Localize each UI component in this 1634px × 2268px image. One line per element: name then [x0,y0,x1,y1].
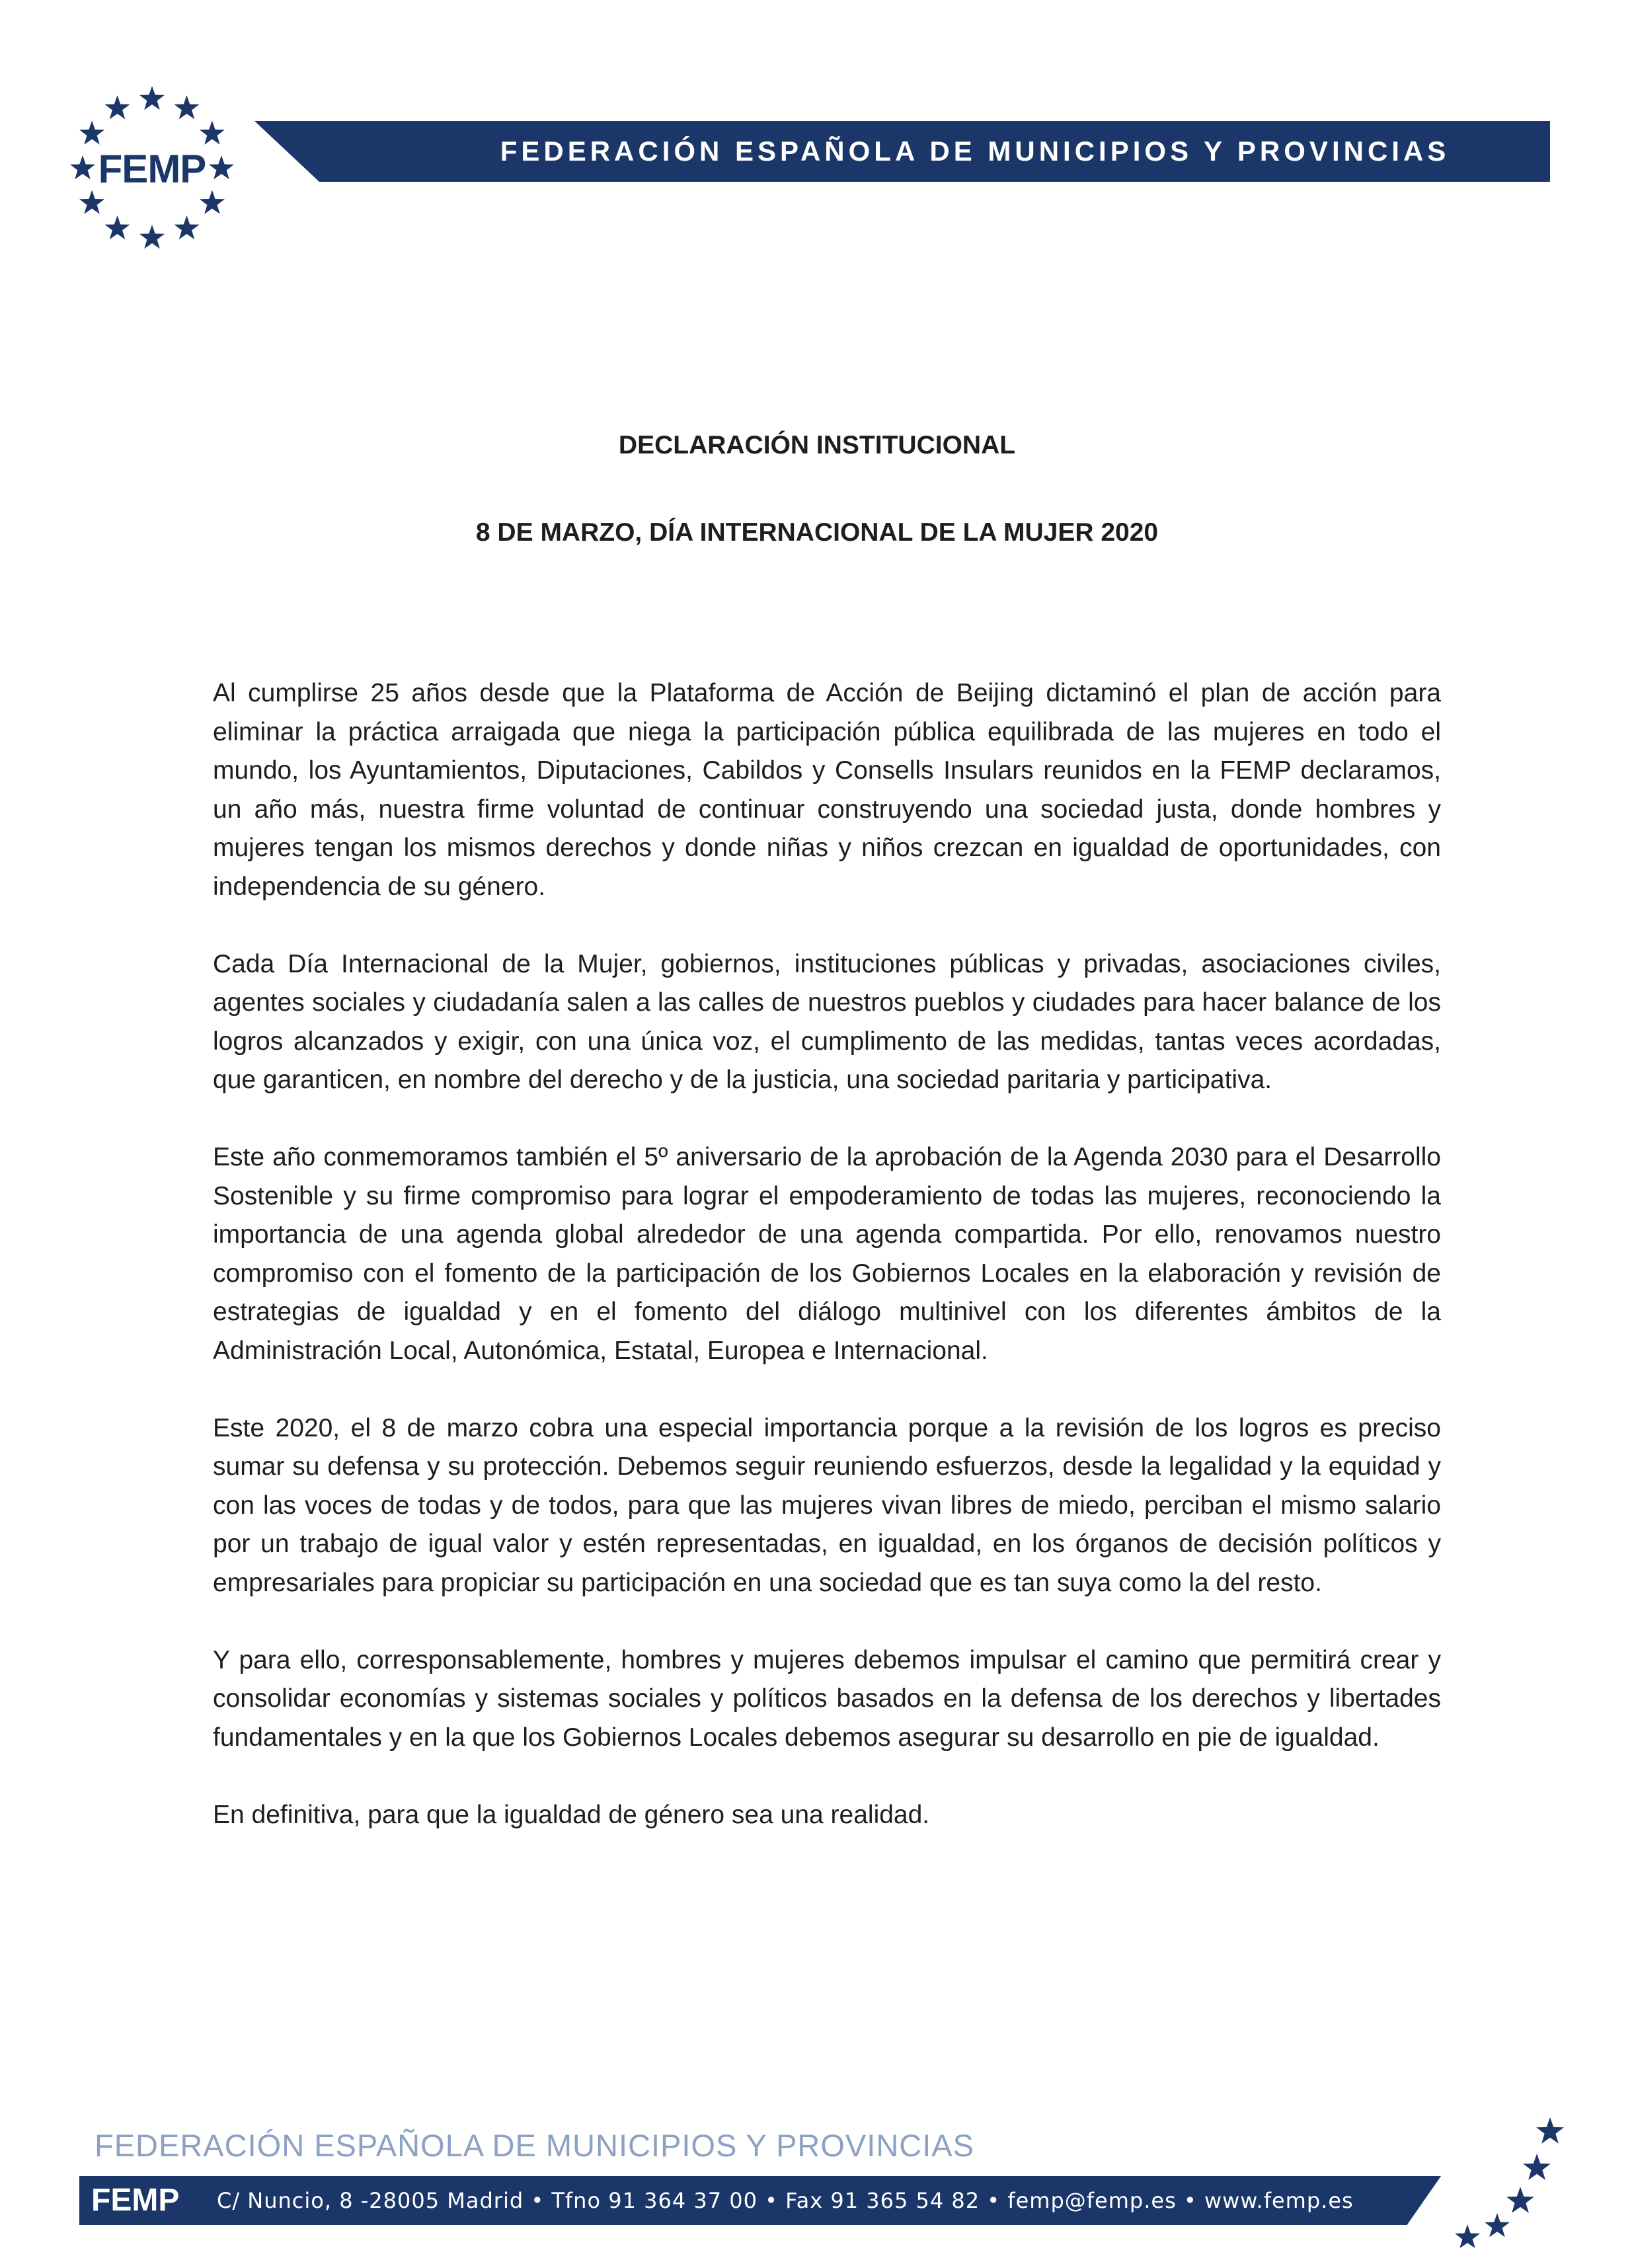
star-icon [1536,2117,1564,2144]
paragraph: Este año conmemoramos también el 5º aniversario de la aprobación de la Agenda 2030 para el Desarrollo Sostenible y su firme compromiso para lograr el empoderamiento de todas las mujeres, reconociendo la importancia de una agenda global alrededor de una agenda compartida. Por ello, renovamos nuestro compromiso con el fomento de la participación de los Gobiernos Locales en la elaboración y revisión de estrategias de igualdad y en el fomento del diálogo multinivel con los diferentes ámbitos de la Administración Local, Autonómica, Estatal, Europea e Internacional. [213,1143,1441,1365]
document-title: DECLARACIÓN INSTITUCIONAL [618,431,1016,459]
footer-logo-text: FEMP [91,2183,180,2218]
paragraph: Y para ello, corresponsablemente, hombres y mujeres debemos impulsar el camino que permitirá crear y consolidar economías y sistemas sociales y políticos basados en la defensa de los derechos y libertades fundamentales y en la que los Gobiernos Locales debemos asegurar su desarrollo en pie de igualdad. [213,1645,1441,1752]
header-org-name: FEDERACIÓN ESPAÑOLA DE MUNICIPIOS Y PROVINCIAS [500,136,1450,167]
footer-org-name: FEDERACIÓN ESPAÑOLA DE MUNICIPIOS Y PROVINCIAS [95,2128,974,2163]
paragraph: Al cumplirse 25 años desde que la Plataforma de Acción de Beijing dictaminó el plan de acción para eliminar la práctica arraigada que niega la participación pública equilibrada de las mujeres en todo el mundo, los Ayuntamientos, Diputaciones, Cabildos y Consells Insulars reunidos en la FEMP declaramos, un año más, nuestra firme voluntad de continuar construyendo una sociedad justa, donde hombres y mujeres tengan los mismos derechos y donde niñas y niños crezcan en igualdad de oportunidades, con independencia de su género. [213,679,1441,901]
star-icon [1485,2213,1510,2237]
paragraph: Este 2020, el 8 de marzo cobra una especial importancia porque a la revisión de los logros es preciso sumar su defensa y su protección. Debemos seguir reuniendo esfuerzos, desde la legalidad y la equidad y con las voces de todas y de todos, para que las mujeres vivan libres de miedo, perciban el mismo salario por un trabajo de igual valor y estén representadas, en igualdad, en los órganos de decisión políticos y empresariales para propiciar su participación en una sociedad que es tan suya como la del resto. [213,1413,1441,1597]
document-body [213,674,1441,1873]
star-icon [1455,2224,1480,2248]
document-subtitle: 8 DE MARZO, DÍA INTERNACIONAL DE LA MUJER 2020 [475,518,1159,547]
femp-logo [66,83,238,254]
star-icon [1523,2154,1551,2180]
paragraph: Cada Día Internacional de la Mujer, gobiernos, instituciones públicas y privadas, asociaciones civiles, agentes sociales y ciudadanía salen a las calles de nuestros pueblos y ciudades para hacer balance de los logros alcanzados y exigir, con una única voz, el cumplimento de las medidas, tantas veces acordadas, que garanticen, en nombre del derecho y de la justicia, una sociedad paritaria y participativa. [213,949,1441,1094]
footer-contact: C/ Nuncio, 8 -28005 Madrid • Tfno 91 364 37 00 • Fax 91 365 54 82 • femp@femp.es • www.femp.es [217,2188,1354,2213]
footer-stars-icon [1441,2115,1586,2248]
logo-text: FEMP [98,146,206,191]
paragraph: En definitiva, para que la igualdad de género sea una realidad. [213,1800,930,1829]
star-icon [1506,2187,1534,2213]
